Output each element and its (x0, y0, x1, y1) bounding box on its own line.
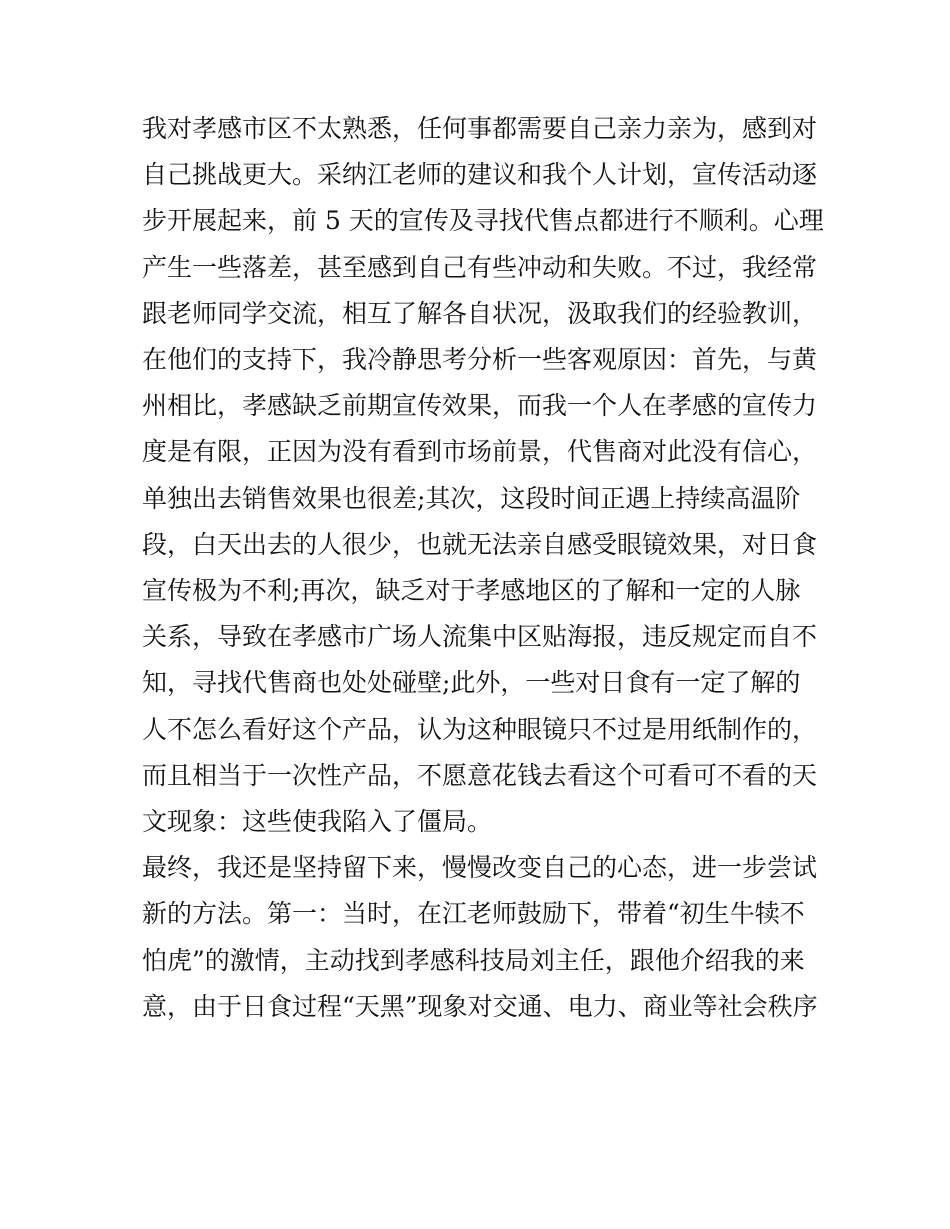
text-line: 意，由于日食过程“天黑”现象对交通、电力、商业等社会秩序 (142, 991, 818, 1021)
document-body-text (142, 106, 822, 1030)
text-line: 州相比，孝感缺乏前期宣传效果，而我一个人在孝感的宣传力 (142, 391, 818, 421)
text-line: 关系，导致在孝感市广场人流集中区贴海报，违反规定而自不 (142, 622, 818, 652)
text-line: 度是有限，正因为没有看到市场前景，代售商对此没有信心， (142, 437, 818, 467)
text-line: 我对孝感市区不太熟悉，任何事都需要自己亲力亲为，感到对 (142, 114, 818, 143)
text-line: 步开展起来，前 5 天的宣传及寻找代售点都进行不顺利。心理 (142, 206, 824, 236)
text-line: 宣传极为不利;再次，缺乏对于孝感地区的了解和一定的人脉 (142, 576, 801, 606)
text-line: 最终，我还是坚持留下来，慢慢改变自己的心态，进一步尝试 (142, 853, 818, 883)
text-line: 而且相当于一次性产品，不愿意花钱去看这个可看可不看的天 (142, 760, 818, 790)
text-line: 产生一些落差，甚至感到自己有些冲动和失败。不过，我经常 (142, 252, 818, 282)
text-line: 在他们的支持下，我冷静思考分析一些客观原因：首先，与黄 (142, 345, 818, 375)
text-line: 自己挑战更大。采纳江老师的建议和我个人计划，宣传活动逐 (142, 160, 818, 190)
text-line: 新的方法。第一：当时，在江老师鼓励下，带着“初生牛犊不 (142, 899, 805, 929)
text-line: 文现象：这些使我陷入了僵局。 (142, 807, 493, 837)
text-line: 单独出去销售效果也很差;其次，这段时间正遇上持续高温阶 (142, 483, 801, 513)
text-line: 段，白天出去的人很少，也就无法亲自感受眼镜效果，对日食 (142, 529, 818, 559)
text-line: 人不怎么看好这个产品，认为这种眼镜只不过是用纸制作的， (142, 714, 818, 744)
text-line: 跟老师同学交流，相互了解各自状况，汲取我们的经验教训， (142, 298, 818, 328)
text-line: 知，寻找代售商也处处碰壁;此外，一些对日食有一定了解的 (142, 668, 801, 698)
text-line: 怕虎”的激情，主动找到孝感科技局刘主任，跟他介绍我的来 (142, 945, 805, 975)
